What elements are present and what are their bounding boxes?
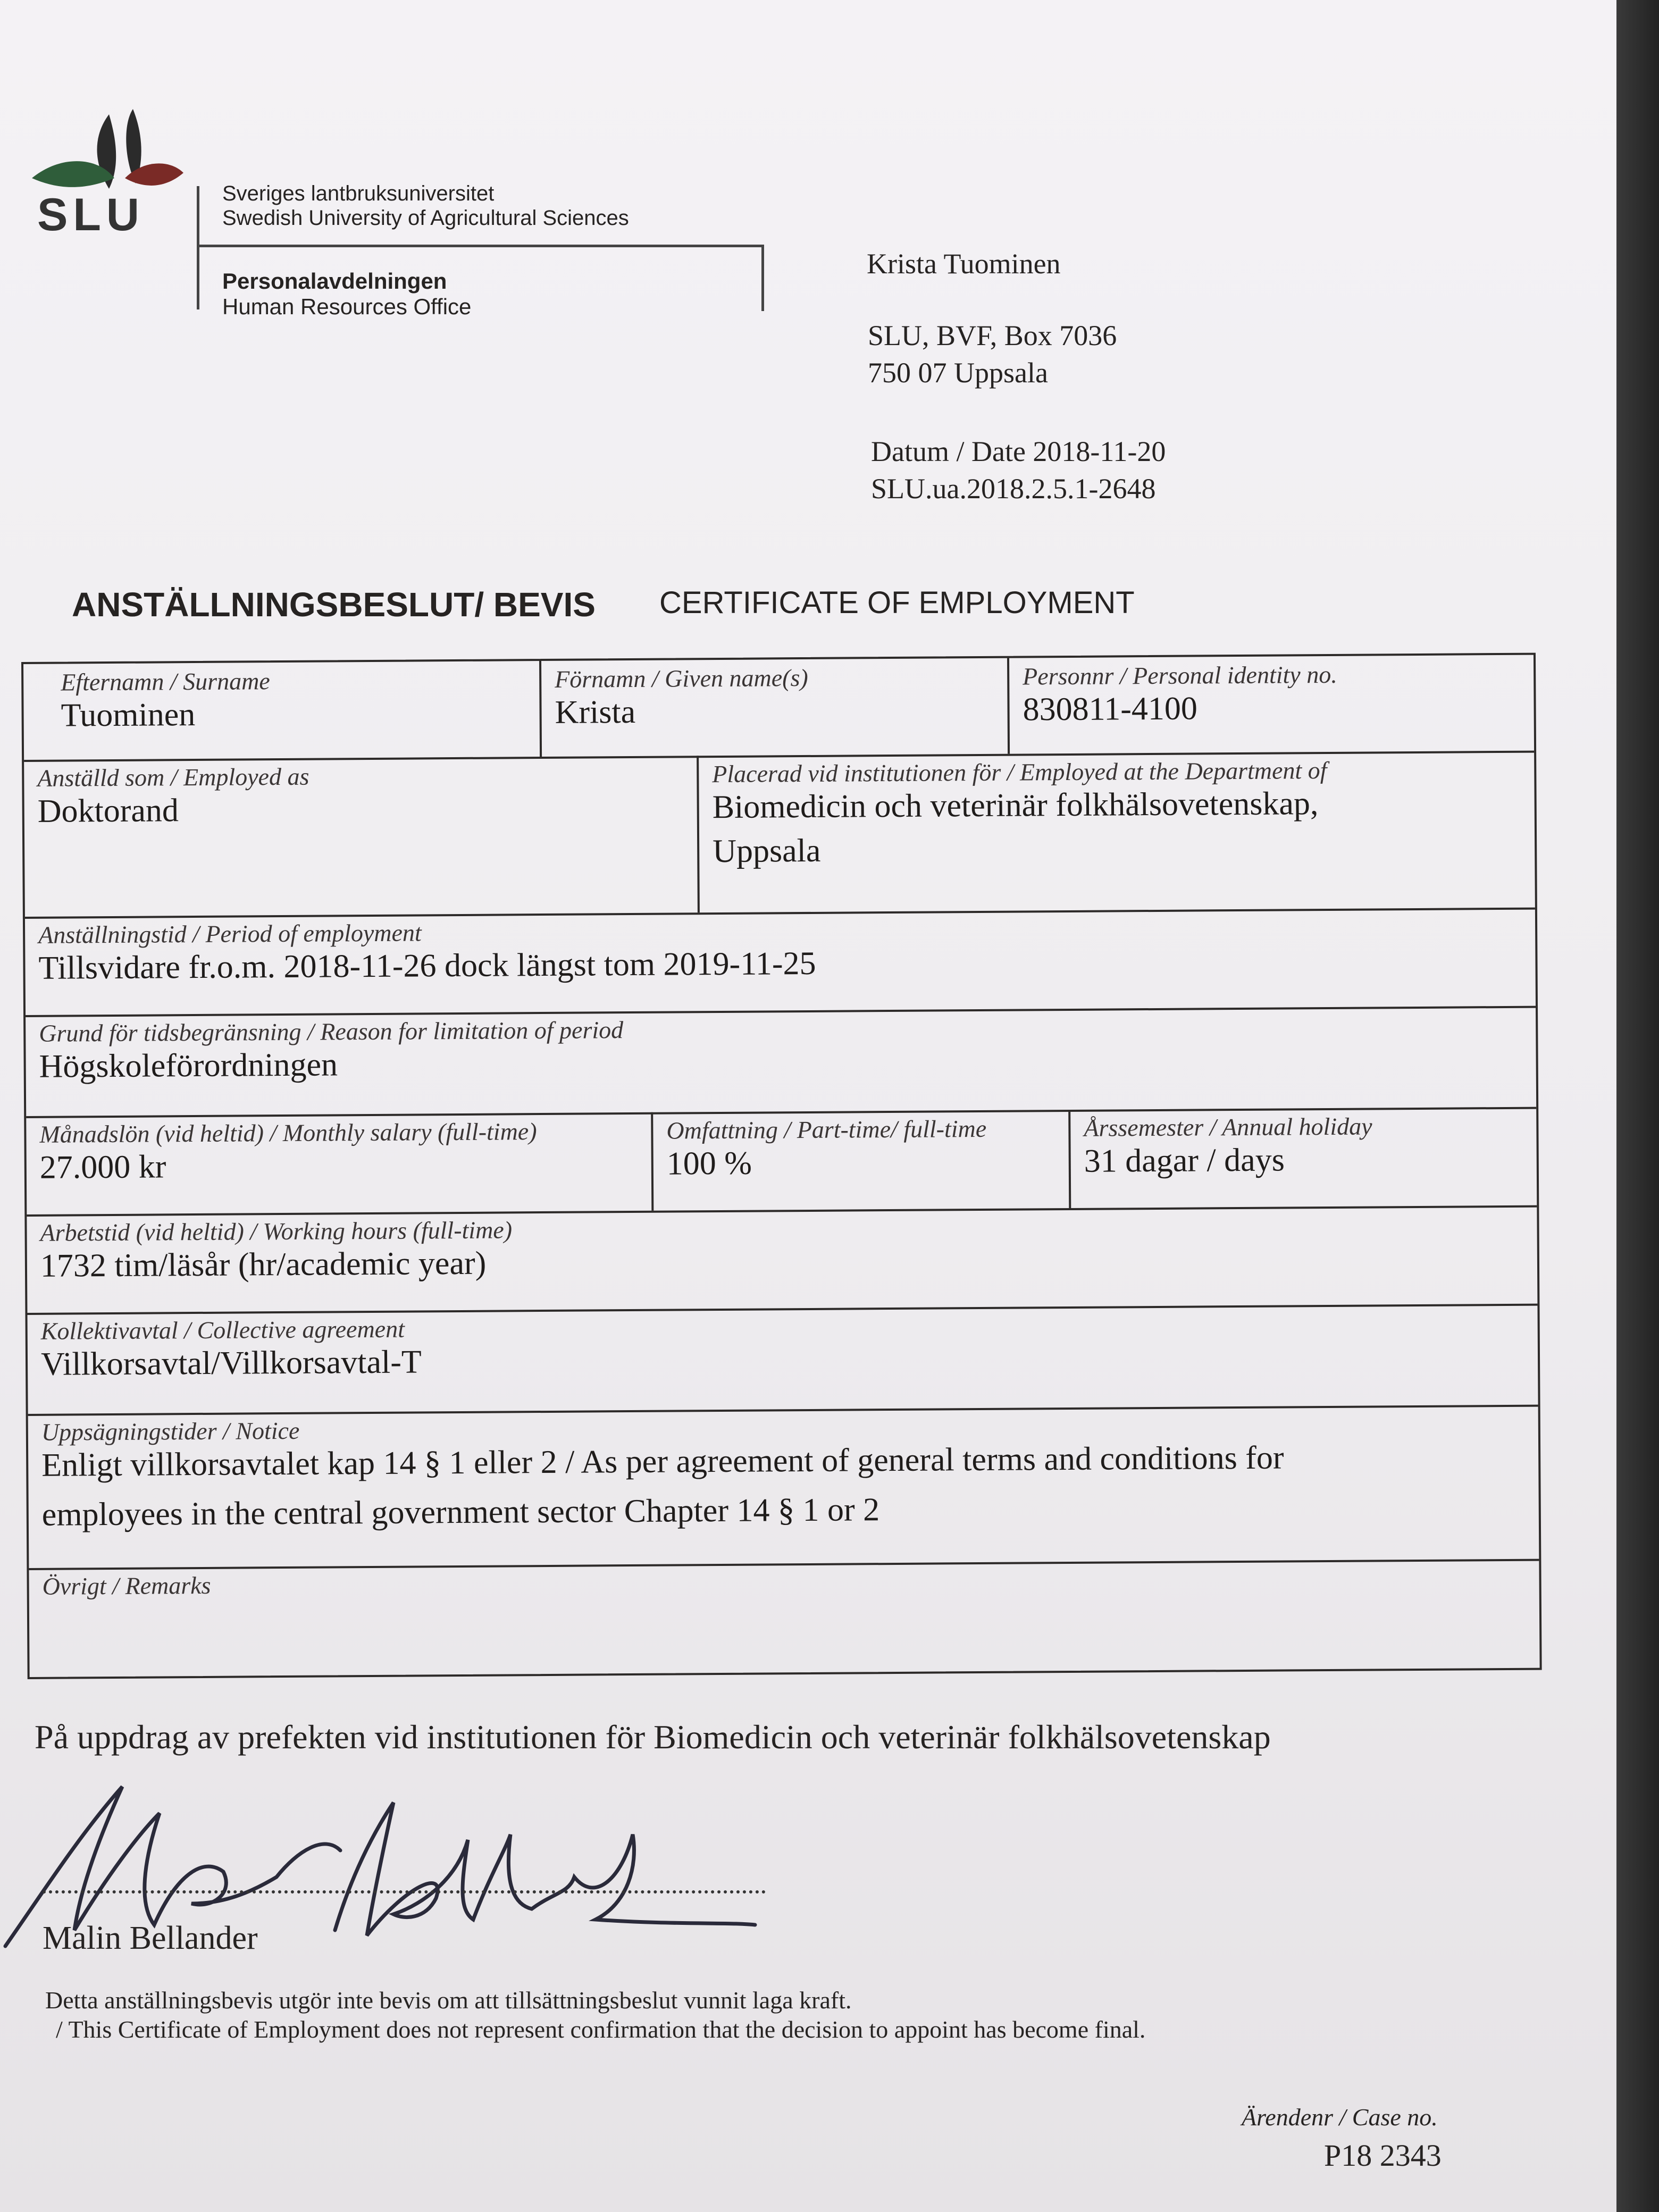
document-date: Datum / Date 2018-11-20 <box>871 435 1166 467</box>
surname-cell <box>47 661 540 760</box>
form-row-hours <box>27 1205 1537 1315</box>
form-row-name <box>23 655 1534 762</box>
recipient-name: Krista Tuominen <box>867 248 1061 280</box>
notice-value-line-2: employees in the central government sector Chapter 14 § 1 or 2 <box>41 1492 880 1533</box>
header-divider <box>197 245 763 247</box>
employed-as-value: Doktorand <box>37 792 179 830</box>
given-name-value: Krista <box>555 693 636 731</box>
department-cell <box>697 751 1535 913</box>
notice-value-line-1: Enligt villkorsavtalet kap 14 § 1 eller 2 / As per agreement of general terms and conditions for <box>41 1439 1284 1484</box>
extent-value: 100 % <box>666 1145 752 1182</box>
department-name-en: Human Resources Office <box>222 294 472 319</box>
holiday-cell <box>1068 1107 1537 1208</box>
surname-value: Tuominen <box>61 697 196 734</box>
salary-label: Månadslön (vid heltid) / Monthly salary (full-time) <box>39 1118 537 1148</box>
form-row-remarks <box>29 1559 1539 1677</box>
department-value-line-2: Uppsala <box>712 832 821 870</box>
employment-form-table <box>21 653 1542 1679</box>
department-name-sv: Personalavdelningen <box>222 269 447 294</box>
remarks-label: Övrigt / Remarks <box>42 1571 211 1600</box>
personal-id-cell <box>1007 655 1534 754</box>
case-number-value: P18 2343 <box>1324 2138 1442 2173</box>
disclaimer-en: / This Certificate of Employment does not represent confirmation that the decision to appoint has become final. <box>56 2016 1146 2043</box>
form-row-notice <box>28 1405 1539 1570</box>
period-label: Anställningstid / Period of employment <box>38 919 422 949</box>
department-value-line-1: Biomedicin och veterinär folkhälsovetenskap, <box>712 785 1319 826</box>
agreement-label: Kollektivavtal / Collective agreement <box>40 1315 405 1345</box>
university-name-en: Swedish University of Agricultural Sciences <box>222 206 629 230</box>
hours-label: Arbetstid (vid heltid) / Working hours (full-time) <box>40 1216 513 1246</box>
document-title-en: CERTIFICATE OF EMPLOYMENT <box>659 585 1135 620</box>
reason-value: Högskoleförordningen <box>39 1046 338 1085</box>
agreement-value: Villkorsavtal/Villkorsavtal-T <box>40 1344 422 1382</box>
reason-label: Grund för tidsbegränsning / Reason for limitation of period <box>39 1016 624 1047</box>
logo-text: SLU <box>37 189 145 240</box>
background-edge <box>1616 0 1659 2212</box>
department-label: Placerad vid institutionen för / Employed at the Department of <box>712 757 1327 788</box>
case-number-label: Ärendenr / Case no. <box>1242 2104 1438 2131</box>
holiday-label: Årssemester / Annual holiday <box>1084 1112 1372 1142</box>
extent-label: Omfattning / Part-time/ full-time <box>666 1115 987 1144</box>
period-value: Tillsvidare fr.o.m. 2018-11-26 dock längst tom 2019-11-25 <box>38 945 816 986</box>
salary-value: 27.000 kr <box>39 1149 166 1186</box>
salary-cell <box>26 1112 651 1214</box>
holiday-value: 31 dagar / days <box>1084 1142 1285 1179</box>
notice-label: Uppsägningstider / Notice <box>41 1417 300 1446</box>
on-behalf-text: På uppdrag av prefekten vid institutionen för Biomedicin och veterinär folkhälsovetenskap <box>35 1718 1271 1756</box>
employed-as-cell <box>24 756 698 917</box>
given-name-label: Förnamn / Given name(s) <box>555 664 808 693</box>
given-name-cell <box>539 658 1008 757</box>
recipient-address-1: SLU, BVF, Box 7036 <box>868 320 1117 351</box>
employed-as-label: Anställd som / Employed as <box>37 763 309 792</box>
recipient-address-2: 750 07 Uppsala <box>868 357 1048 389</box>
university-name-sv: Sveriges lantbruksuniversitet <box>222 182 495 205</box>
personal-id-label: Personnr / Personal identity no. <box>1023 660 1337 690</box>
form-row-salary <box>26 1107 1537 1217</box>
form-row-position <box>24 751 1535 919</box>
personal-id-value: 830811-4100 <box>1023 690 1198 728</box>
reference-number: SLU.ua.2018.2.5.1-2648 <box>871 473 1156 505</box>
hours-value: 1732 tim/läsår (hr/academic year) <box>40 1245 487 1284</box>
disclaimer-sv: Detta anställningsbevis utgör inte bevis om att tillsättningsbeslut vunnit laga kraft. <box>45 1987 852 2014</box>
signature-line <box>43 1890 766 1893</box>
header-divider-vertical <box>761 245 764 311</box>
surname-label: Efternamn / Surname <box>61 667 270 696</box>
document-title-sv: ANSTÄLLNINGSBESLUT/ BEVIS <box>72 585 596 624</box>
form-row-agreement <box>27 1304 1538 1416</box>
form-row-period <box>25 908 1536 1017</box>
extent-cell <box>651 1110 1069 1211</box>
form-row-reason <box>26 1006 1536 1118</box>
signatory-name: Malin Bellander <box>43 1920 258 1956</box>
